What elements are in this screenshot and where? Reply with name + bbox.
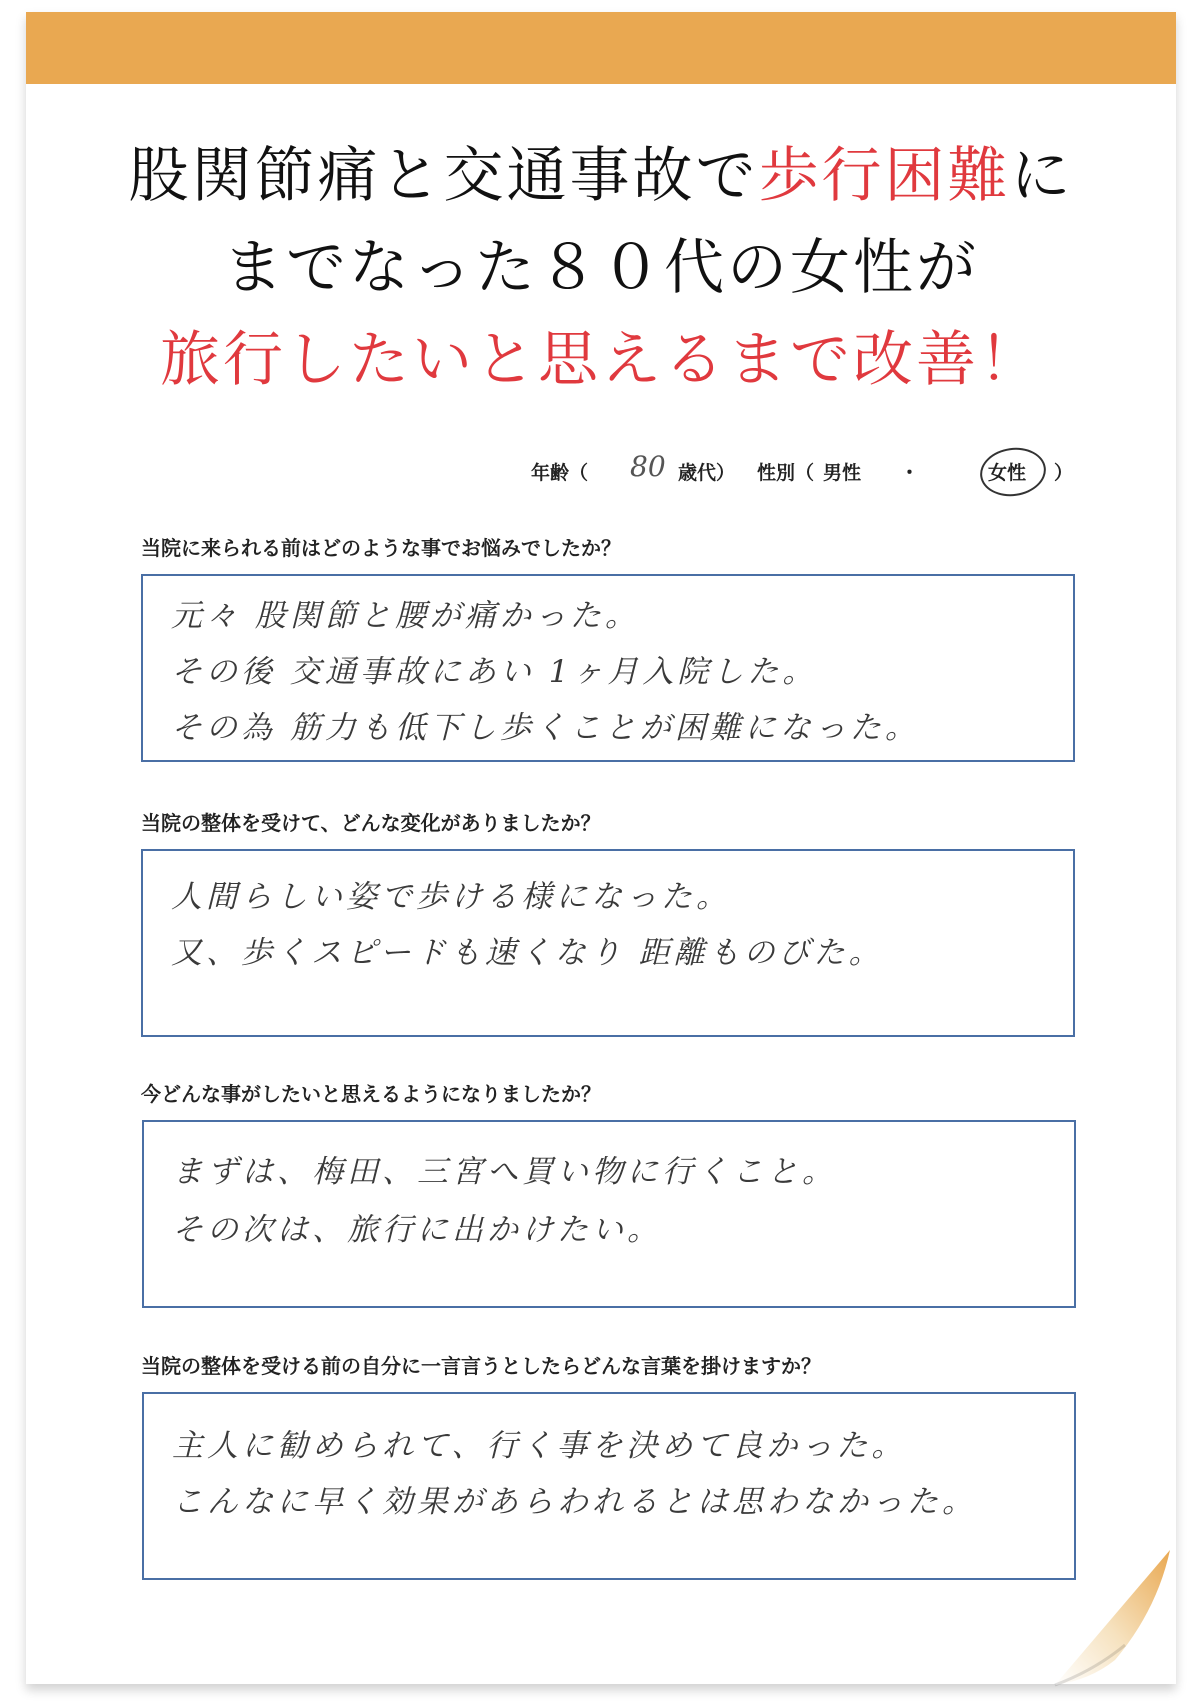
answer-2-line-1: 人間らしい姿で歩ける様になった。 [171,879,731,915]
question-2: 当院の整体を受けて、どんな変化がありましたか？ [141,811,601,835]
headline [26,130,1176,406]
headline-text: 股関節痛と交通事故で [128,141,759,211]
headline-line-2: までなった８０代の女性が [223,233,979,303]
answer-box-1 [141,574,1075,762]
female-circle-mark [977,444,1049,501]
curl-fold [1055,1550,1170,1685]
answer-box-3 [142,1120,1076,1308]
answer-3-line-2: その次は、旅行に出かけたい。 [172,1212,662,1248]
age-label: 年齢（ [531,462,589,484]
headline-text: に [1010,141,1074,211]
gender-female: 女性 [988,462,1027,484]
answer-1-line-3: その為 筋力も低下し歩くことが困難になった。 [171,710,920,746]
answer-box-2 [141,849,1075,1037]
headline-line-1 [26,130,1176,222]
headline-highlight: 歩行困難 [758,141,1011,211]
answer-2-line-2: 又、歩くスピードも速くなり 距離ものびた。 [171,935,884,971]
survey-sheet [26,12,1176,1684]
answer-1-line-1: 元々 股関節と腰が痛かった。 [171,598,640,634]
answer-3-line-1: まずは、梅田、三宮へ買い物に行くこと。 [172,1154,837,1190]
question-4: 当院の整体を受ける前の自分に一言言うとしたらどんな言葉を掛けますか？ [141,1354,821,1378]
page-curl-decoration [1045,1540,1175,1690]
gender-close: ） [1054,462,1074,484]
age-unit: 歳代） [678,462,736,484]
answer-4-line-2: こんなに早く効果があらわれるとは思わなかった。 [172,1484,977,1520]
answer-4-line-1: 主人に勧められて、行く事を決めて良かった。 [172,1428,907,1464]
age-value: 80 [630,450,666,483]
gender-label: 性別（ [757,462,815,484]
headline-line-3: 旅行したいと思えるまで改善！ [160,325,1042,395]
question-3: 今どんな事がしたいと思えるようになりましたか？ [141,1082,601,1106]
gender-male: 男性 [823,462,862,484]
answer-1-line-2: その後 交通事故にあい 1ヶ月入院した。 [171,654,818,690]
profile-row [26,452,1176,492]
separator-dot: ・ [900,462,920,484]
answer-box-4 [142,1392,1076,1580]
question-1: 当院に来られる前はどのような事でお悩みでしたか？ [141,536,621,560]
header-accent-bar [26,12,1176,84]
